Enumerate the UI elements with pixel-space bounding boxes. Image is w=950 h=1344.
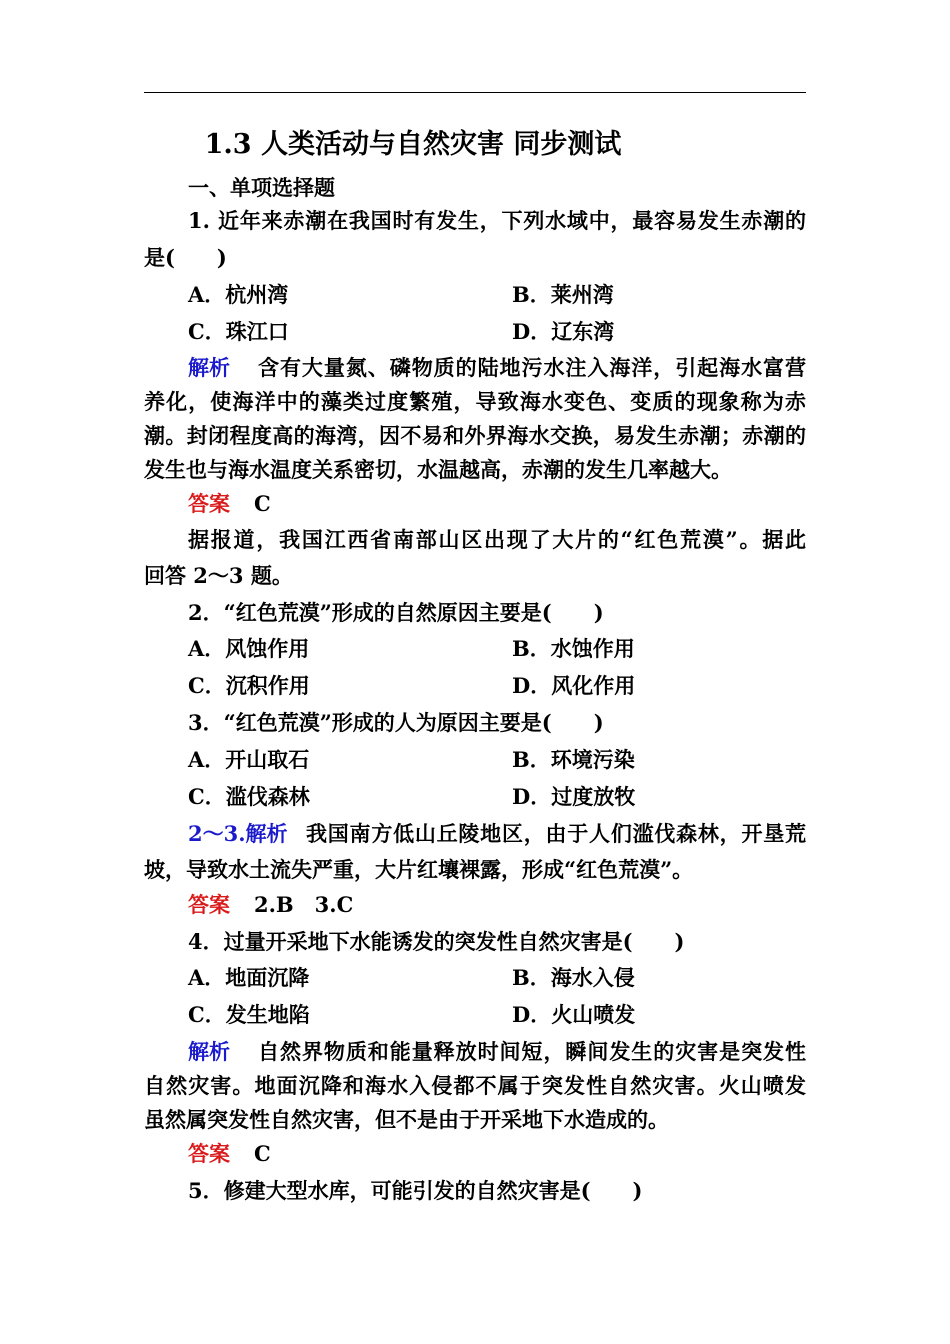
q1-analysis-label — [188, 352, 230, 382]
q3-option-d: D．过度放牧 — [512, 784, 636, 809]
answer-value: 2.B 3.C — [254, 892, 354, 917]
q1-option-d: D．辽东湾 — [512, 319, 615, 344]
page-title: 1.3 人类活动与自然灾害 同步测试 — [204, 129, 622, 160]
q2-option-c: C．沉积作用 — [188, 673, 310, 698]
intro-line1: 据报道，我国江西省南部山区出现了大片的“红色荒漠”。据此 — [188, 527, 806, 552]
answer-value: C — [254, 1141, 271, 1166]
q3-option-b: B．环境污染 — [512, 747, 635, 772]
q5-stem: 5．修建大型水库，可能引发的自然灾害是( ) — [188, 1178, 643, 1203]
q1-analysis-line1: 含有大量氮、磷物质的陆地污水注入海洋，引起海水富营 — [258, 355, 806, 380]
q2-stem: 2．“红色荒漠”形成的自然原因主要是( ) — [188, 600, 604, 625]
q2-option-d: D．风化作用 — [512, 673, 636, 698]
q23-analysis-line2: 坡，导致水土流失严重，大片红壤裸露，形成“红色荒漠”。 — [144, 857, 694, 882]
q2-option-b: B．水蚀作用 — [512, 636, 635, 661]
q3-option-c: C．滥伐森林 — [188, 784, 310, 809]
q1-analysis-line2: 养化，使海洋中的藻类过度繁殖，导致海水变色、变质的现象称为赤 — [144, 389, 806, 414]
q4-analysis-line3: 虽然属突发性自然灾害，但不是由于开采地下水造成的。 — [144, 1107, 669, 1132]
q23-analysis-label — [188, 818, 288, 848]
header-rule — [144, 92, 806, 93]
section-heading: 一、单项选择题 — [188, 175, 335, 200]
q4-stem: 4．过量开采地下水能诱发的突发性自然灾害是( ) — [188, 929, 685, 954]
analysis-label: 解析 — [188, 1039, 230, 1064]
answer-value: C — [254, 491, 271, 516]
q4-answer — [188, 1138, 271, 1168]
analysis-label: 2～3.解析 — [188, 821, 288, 846]
answer-label: 答案 — [188, 491, 230, 516]
q4-analysis-line1: 自然界物质和能量释放时间短，瞬间发生的灾害是突发性 — [258, 1039, 806, 1064]
q4-option-b: B．海水入侵 — [512, 965, 635, 990]
q1-analysis-line3: 潮。封闭程度高的海湾，因不易和外界海水交换，易发生赤潮；赤潮的 — [144, 423, 806, 448]
q1-answer — [188, 488, 271, 518]
q4-option-a: A．地面沉降 — [188, 965, 310, 990]
q23-analysis-line1: 我国南方低山丘陵地区，由于人们滥伐森林，开垦荒 — [306, 821, 806, 846]
answer-label: 答案 — [188, 1141, 230, 1166]
analysis-label: 解析 — [188, 355, 230, 380]
q3-option-a: A．开山取石 — [188, 747, 310, 772]
answer-label: 答案 — [188, 892, 230, 917]
q4-option-d: D．火山喷发 — [512, 1002, 636, 1027]
q4-analysis-label — [188, 1036, 230, 1066]
q1-stem-line2: 是( ) — [144, 245, 227, 270]
q3-stem: 3．“红色荒漠”形成的人为原因主要是( ) — [188, 710, 604, 735]
intro-line2: 回答 2～3 题。 — [144, 563, 293, 588]
q2-option-a: A．风蚀作用 — [188, 636, 310, 661]
q4-option-c: C．发生地陷 — [188, 1002, 310, 1027]
q1-option-c: C．珠江口 — [188, 319, 289, 344]
q4-analysis-line2: 自然灾害。地面沉降和海水入侵都不属于突发性自然灾害。火山喷发 — [144, 1073, 806, 1098]
q1-option-b: B．莱州湾 — [512, 282, 614, 307]
q1-stem-line1: 1. 近年来赤潮在我国时有发生，下列水域中，最容易发生赤潮的 — [188, 208, 806, 233]
q1-option-a: A．杭州湾 — [188, 282, 289, 307]
q1-analysis-line4: 发生也与海水温度关系密切，水温越高，赤潮的发生几率越大。 — [144, 457, 732, 482]
q23-answer — [188, 889, 353, 919]
